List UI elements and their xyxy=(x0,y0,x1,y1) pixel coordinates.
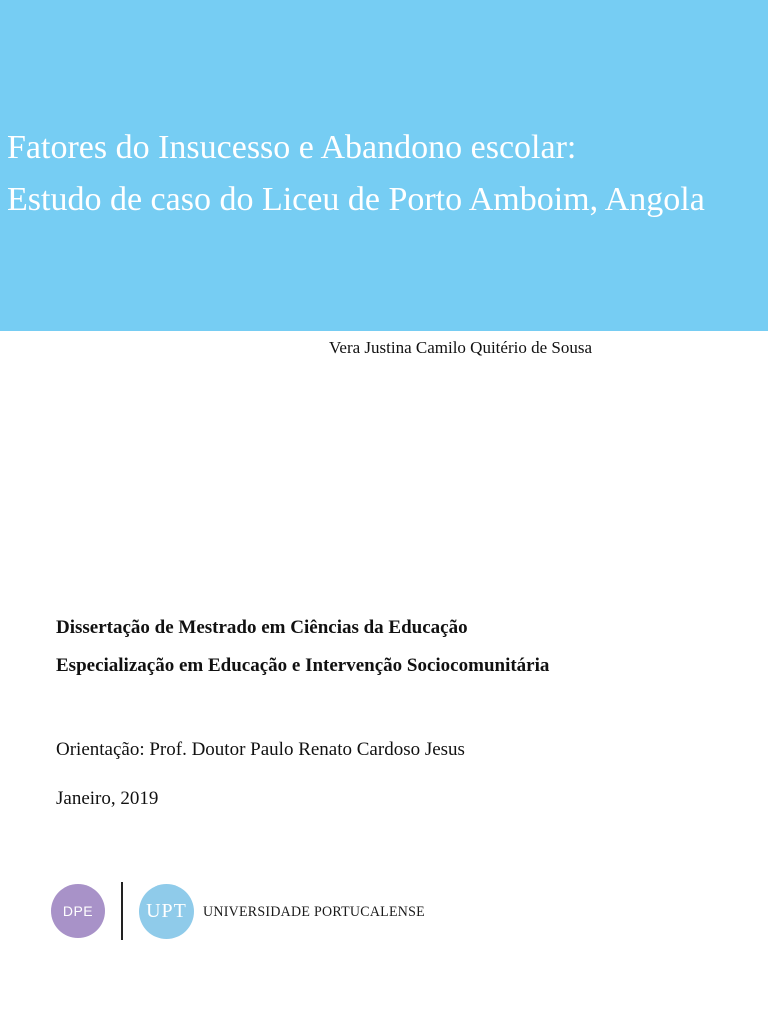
dpe-logo-text: DPE xyxy=(62,903,94,919)
dpe-logo xyxy=(51,884,105,938)
publication-date: Janeiro, 2019 xyxy=(56,788,159,809)
logo-divider xyxy=(121,882,123,940)
document-title-line-1: Fatores do Insucesso e Abandono escolar: xyxy=(7,129,577,166)
upt-logo-text: UPT xyxy=(146,900,187,922)
degree-title: Dissertação de Mestrado em Ciências da Educação xyxy=(56,617,468,638)
university-name: UNIVERSIDADE PORTUCALENSE xyxy=(203,904,425,920)
degree-specialization: Especialização em Educação e Intervenção Sociocomunitária xyxy=(56,655,550,676)
upt-logo xyxy=(139,884,194,939)
document-title-line-2: Estudo de caso do Liceu de Porto Amboim, Angola xyxy=(7,181,705,218)
advisor-line: Orientação: Prof. Doutor Paulo Renato Cardoso Jesus xyxy=(56,739,465,760)
title-banner xyxy=(0,0,768,331)
author-name: Vera Justina Camilo Quitério de Sousa xyxy=(329,338,592,357)
